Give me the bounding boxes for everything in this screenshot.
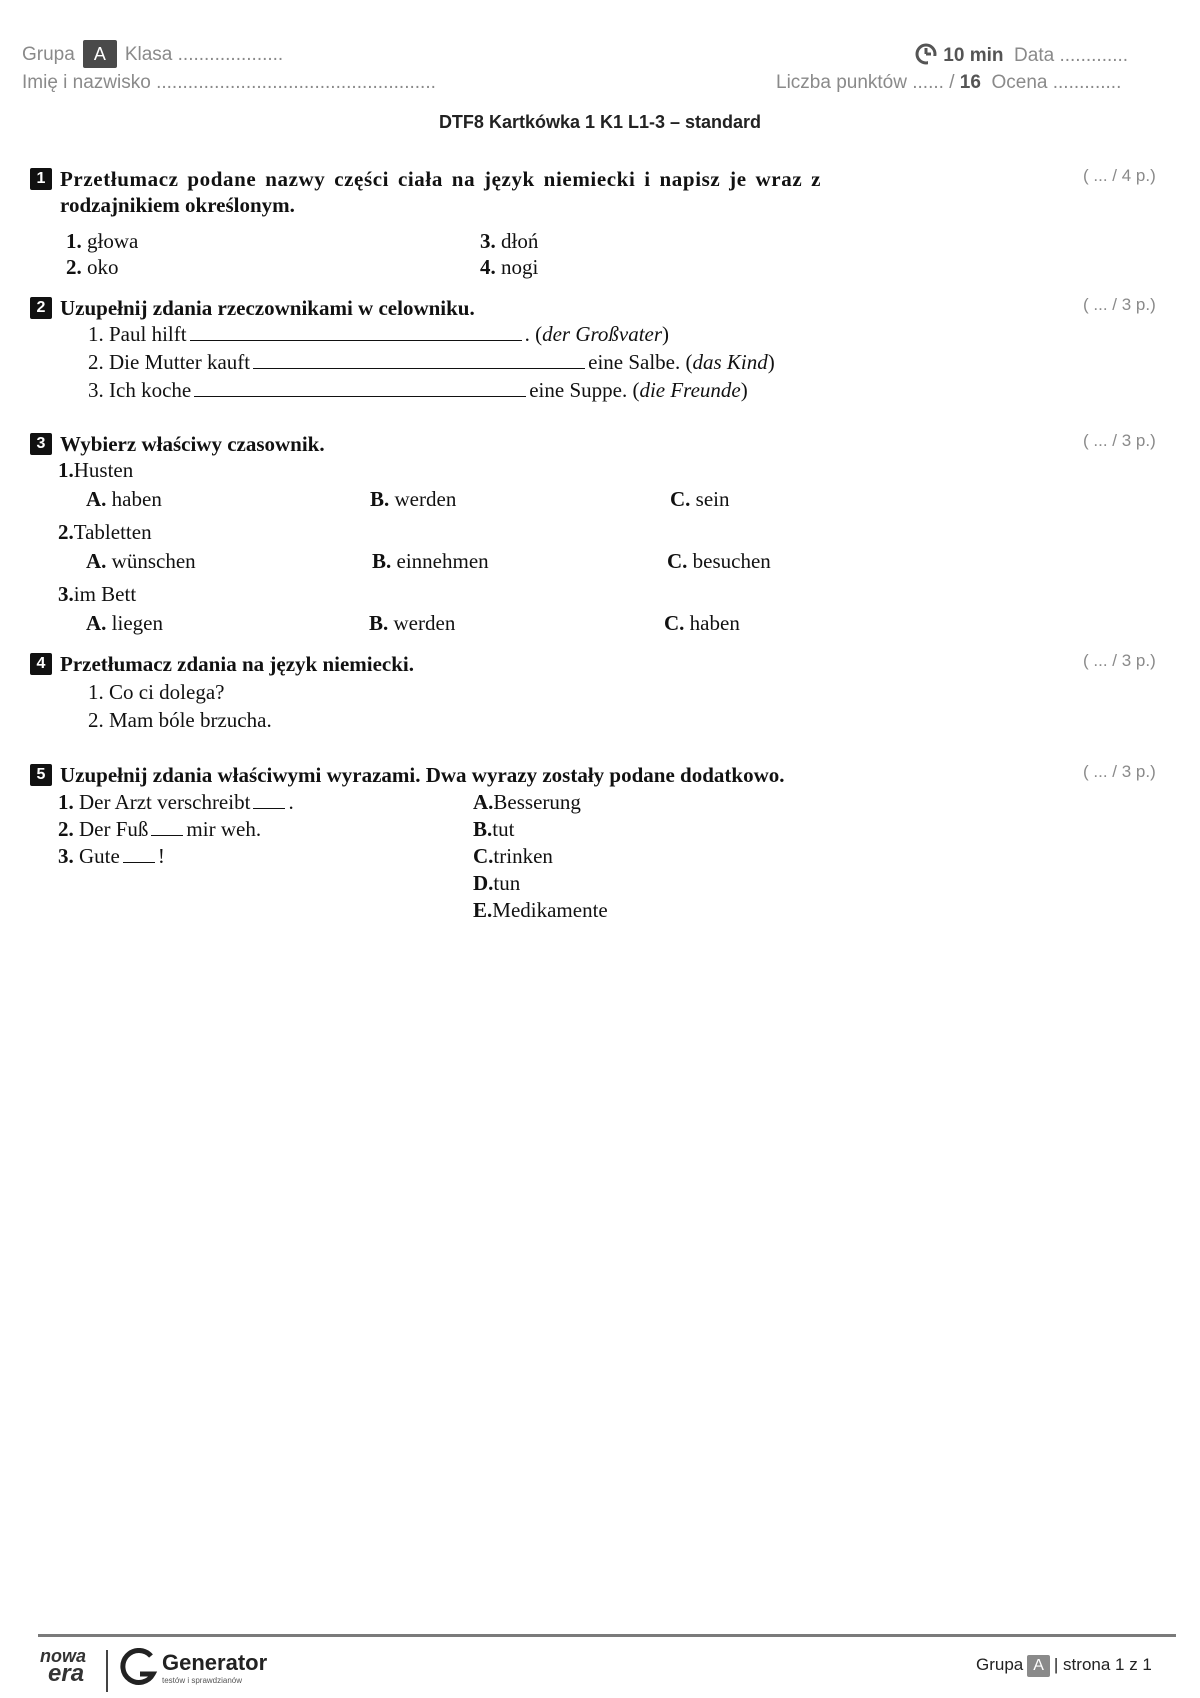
task-1-points: ( ... / 4 p.) bbox=[1083, 166, 1156, 185]
task-2-sentence: 2. Die Mutter kauft eine Salbe. (das Kind) bbox=[88, 350, 775, 374]
class-label: Klasa .................... bbox=[124, 44, 284, 65]
task-2-badge: 2 bbox=[30, 297, 52, 319]
task-3-question: 2.Tabletten bbox=[58, 520, 152, 544]
task-5-option: E.Medikamente bbox=[473, 898, 608, 922]
task-3-option-b[interactable]: B. werden bbox=[369, 611, 456, 635]
task-5-sentence: 3. Gute ! bbox=[58, 844, 165, 868]
task-1-item: 3. dłoń bbox=[480, 229, 539, 253]
task-4-item: 1. Co ci dolega? bbox=[88, 680, 225, 704]
task-1-badge: 1 bbox=[30, 168, 52, 190]
grade-label: Ocena ............. bbox=[991, 72, 1122, 93]
clock-icon bbox=[914, 42, 938, 66]
task-1-instruction-line2: rodzajnikiem określonym. bbox=[60, 193, 295, 217]
task-3-option-c[interactable]: C. haben bbox=[664, 611, 740, 635]
footer-divider bbox=[38, 1634, 1176, 1637]
footer-page-number: | strona 1 z 1 bbox=[1053, 1655, 1152, 1674]
group-label: Grupa bbox=[22, 44, 75, 65]
task-3-option-c[interactable]: C. sein bbox=[670, 487, 730, 511]
points-label: Liczba punktów ...... / bbox=[776, 72, 955, 93]
task-3-badge: 3 bbox=[30, 433, 52, 455]
answer-blank[interactable] bbox=[190, 339, 522, 341]
name-label: Imię i nazwisko ..................................................... bbox=[22, 72, 436, 93]
answer-blank[interactable] bbox=[151, 834, 183, 836]
date-label: Data ............. bbox=[1014, 45, 1129, 66]
task-2-instruction: Uzupełnij zdania rzeczownikami w celowniku. bbox=[60, 296, 475, 320]
task-5-sentence: 2. Der Fuß mir weh. bbox=[58, 817, 262, 841]
task-3-option-b[interactable]: B. einnehmen bbox=[372, 549, 489, 573]
logo-bottom-text: era bbox=[48, 1660, 85, 1687]
task-4-instruction: Przetłumacz zdania na język niemiecki. bbox=[60, 652, 415, 676]
task-3-option-c[interactable]: C. besuchen bbox=[667, 549, 771, 573]
group-badge: A bbox=[83, 40, 117, 68]
task-1-item: 1. głowa bbox=[66, 229, 139, 253]
task-3-points: ( ... / 3 p.) bbox=[1083, 431, 1156, 450]
task-5-points: ( ... / 3 p.) bbox=[1083, 762, 1156, 781]
task-3-instruction: Wybierz właściwy czasownik. bbox=[60, 432, 325, 456]
generator-subtitle: testów i sprawdzianów bbox=[162, 1676, 243, 1685]
footer-group-label: Grupa bbox=[976, 1655, 1024, 1674]
task-3-option-a[interactable]: A. liegen bbox=[86, 611, 163, 635]
task-5-option: B.tut bbox=[473, 817, 515, 841]
header-group-row bbox=[22, 40, 283, 68]
task-4-item: 2. Mam bóle brzucha. bbox=[88, 708, 272, 732]
task-1-instruction-line1: Przetłumacz podane nazwy części ciała na język niemiecki i napisz je wraz z bbox=[60, 167, 822, 191]
page-title: DTF8 Kartkówka 1 K1 L1-3 – standard bbox=[438, 112, 762, 132]
task-4-badge: 4 bbox=[30, 653, 52, 675]
task-5-option: D.tun bbox=[473, 871, 521, 895]
nowa-era-logo bbox=[40, 1646, 87, 1687]
task-2-sentence: 3. Ich koche eine Suppe. (die Freunde) bbox=[88, 378, 748, 402]
task-5-option: A.Besserung bbox=[473, 790, 581, 814]
task-3-option-b[interactable]: B. werden bbox=[370, 487, 457, 511]
answer-blank[interactable] bbox=[194, 395, 526, 397]
logo-separator bbox=[106, 1650, 108, 1692]
answer-blank[interactable] bbox=[253, 807, 285, 809]
task-3-question: 3.im Bett bbox=[58, 582, 137, 606]
points-total: 16 bbox=[959, 72, 981, 93]
answer-blank[interactable] bbox=[253, 367, 585, 369]
answer-blank[interactable] bbox=[123, 861, 155, 863]
footer-page-info bbox=[976, 1655, 1152, 1677]
task-2-sentence: 1. Paul hilft . (der Großvater) bbox=[88, 322, 670, 346]
generator-g-icon bbox=[120, 1648, 158, 1690]
task-3-option-a[interactable]: A. haben bbox=[86, 487, 162, 511]
time-date-row bbox=[914, 42, 1128, 67]
task-1-item: 4. nogi bbox=[480, 255, 539, 279]
task-5-instruction: Uzupełnij zdania właściwymi wyrazami. Dwa wyrazy zostały podane dodatkowo. bbox=[60, 763, 785, 787]
task-3-question: 1.Husten bbox=[58, 458, 134, 482]
task-1-item: 2. oko bbox=[66, 255, 119, 279]
task-3-option-a[interactable]: A. wünschen bbox=[86, 549, 196, 573]
task-5-badge: 5 bbox=[30, 764, 52, 786]
time-value: 10 min bbox=[943, 45, 1004, 66]
task-5-option: C.trinken bbox=[473, 844, 553, 868]
footer-group-badge: A bbox=[1027, 1655, 1050, 1677]
task-4-points: ( ... / 3 p.) bbox=[1083, 651, 1156, 670]
logo-top-text: nowa bbox=[40, 1646, 87, 1666]
task-2-points: ( ... / 3 p.) bbox=[1083, 295, 1156, 314]
points-grade-row bbox=[776, 72, 1121, 94]
generator-title: Generator bbox=[162, 1650, 268, 1675]
task-5-sentence: 1. Der Arzt verschreibt . bbox=[58, 790, 294, 814]
